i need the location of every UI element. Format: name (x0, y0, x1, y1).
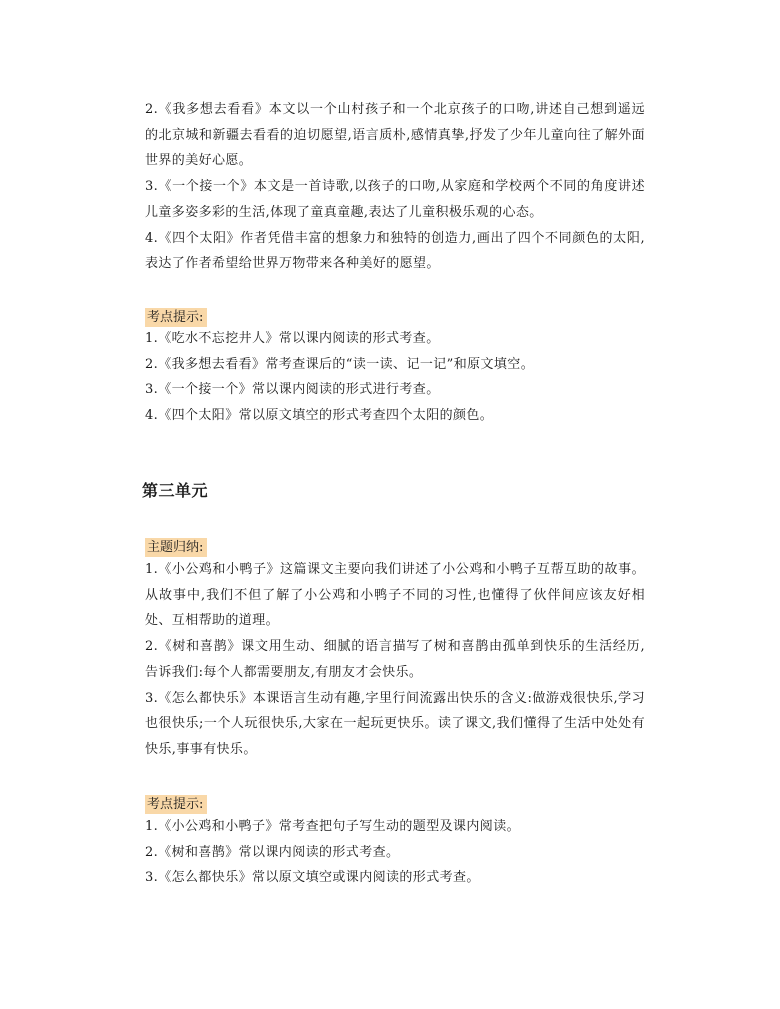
theme-label: 主题归纳: (145, 538, 207, 557)
unit3-title: 第三单元 (142, 481, 209, 500)
tip-item: 1.《小公鸡和小鸭子》常考查把句子写生动的题型及课内阅读。 (145, 819, 521, 834)
unit3-tips (145, 793, 645, 814)
tip-item: 1.《吃水不忘挖井人》常以课内阅读的形式考查。 (145, 331, 440, 346)
tip-item: 2.《我多想去看看》常考查课后的“读一读、记一记”和原文填空。 (145, 356, 535, 372)
tips-label: 考点提示: (145, 308, 207, 327)
tip-item: 4.《四个太阳》常以原文填空的形式考查四个太阳的颜色。 (145, 408, 494, 424)
tip-item: 2.《树和喜鹊》常以课内阅读的形式考查。 (145, 844, 400, 860)
unit3-theme-items (145, 557, 645, 763)
unit3-item-2: 2.《树和喜鹊》课文用生动、细腻的语言描写了树和喜鹊由孤单到快乐的生活经历,告诉我们:每个人都需要朋友,有朋友才会快乐。 (145, 639, 645, 680)
unit2-tips (145, 306, 645, 327)
unit3-item-1: 1.《小公鸡和小鸭子》这篇课文主要向我们讲述了小公鸡和小鸭子互帮互助的故事。从故事中,我们不但了解了小公鸡和小鸭子不同的习性,也懂得了伙伴间应该友好相处、互相帮助的道理。 (145, 562, 645, 629)
unit2-item-4: 4.《四个太阳》作者凭借丰富的想象力和独特的创造力,画出了四个不同颜色的太阳,表达了作者希望给世界万物带来各种美好的愿望。 (145, 230, 645, 272)
unit3-item-3: 3.《怎么都快乐》本课语言生动有趣,字里行间流露出快乐的含义:做游戏很快乐,学习也很快乐;一个人玩很快乐,大家在一起玩更快乐。读了课文,我们懂得了生活中处处有快乐,事事有快乐。 (145, 690, 645, 757)
unit2-theme-items (145, 97, 645, 277)
unit3-theme (145, 536, 645, 557)
unit2-item-3: 3.《一个接一个》本文是一首诗歌,以孩子的口吻,从家庭和学校两个不同的角度讲述儿童多姿多彩的生活,体现了童真童趣,表达了儿童积极乐观的心态。 (145, 179, 645, 220)
unit2-tips-items (145, 326, 645, 429)
unit2-item-2: 2.《我多想去看看》本文以一个山村孩子和一个北京孩子的口吻,讲述自己想到遥远的北京城和新疆去看看的迫切愿望,语言质朴,感情真挚,抒发了少年儿童向往了解外面世界的美好心愿。 (145, 102, 645, 169)
tips-label: 考点提示: (145, 795, 207, 814)
tip-item: 3.《怎么都快乐》常以原文填空或课内阅读的形式考查。 (145, 870, 480, 886)
tip-item: 3.《一个接一个》常以课内阅读的形式进行考查。 (145, 382, 440, 398)
unit3-tips-items (145, 814, 645, 891)
